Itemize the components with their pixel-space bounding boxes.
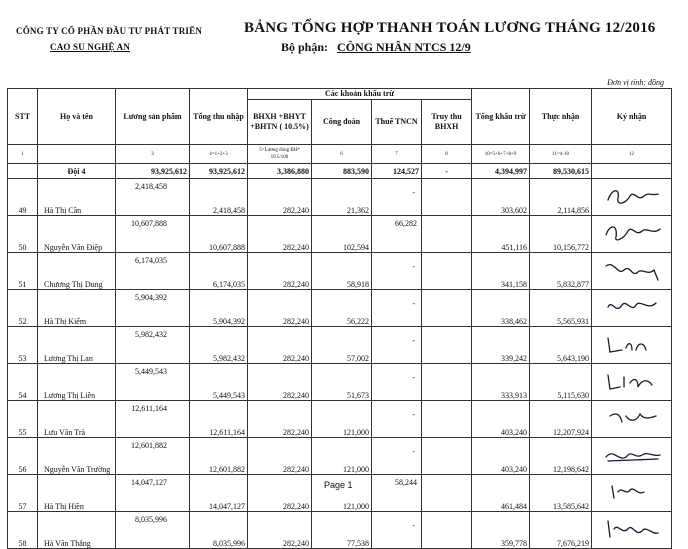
signature-cell [592,438,672,475]
tong-thu-nhap-cell: 12,611,164 [190,401,248,438]
signature-cell [592,253,672,290]
luong-san-pham-value: 5,904,392 [135,293,167,302]
handwritten-signature [602,330,662,358]
idx-cell: 5=Lương đóng BH* 10.5/100 [248,145,312,164]
team-total-row [8,164,672,179]
col-tong-thu-nhap: Tổng thu nhập [190,89,248,145]
tong-khau-tru-cell: 403,240 [472,438,530,475]
handwritten-signature [602,515,662,543]
luong-san-pham-value: 5,982,432 [135,330,167,339]
luong-san-pham-cell [116,401,190,438]
bhxh-cell: 282,240 [248,364,312,401]
thuc-nhan-cell: 7,676,219 [530,512,592,549]
handwritten-signature [602,478,662,506]
department-line [281,40,471,55]
stt-cell: 53 [8,327,38,364]
bhxh-cell: 282,240 [248,475,312,512]
stt-cell: 50 [8,216,38,253]
truy-thu-cell [422,327,472,364]
employee-row [8,364,672,401]
tong-khau-tru-cell: 339,242 [472,327,530,364]
idx-cell: 6 [312,145,372,164]
team-thuc-nhan: 89,530,615 [530,164,592,179]
name-cell: Hà Thị Cần [38,179,116,216]
tong-thu-nhap-cell: 2,418,458 [190,179,248,216]
thue-cell [372,179,422,216]
col-thue-tncn: Thuế TNCN [372,100,422,145]
luong-san-pham-value: 12,611,164 [131,404,167,413]
bhxh-cell: 282,240 [248,216,312,253]
employee-row [8,290,672,327]
idx-cell: 4=1+2+3 [190,145,248,164]
tong-thu-nhap-cell: 5,982,432 [190,327,248,364]
tong-thu-nhap-cell: 8,035,996 [190,512,248,549]
idx-cell: 11=4-10 [530,145,592,164]
luong-san-pham-cell [116,512,190,549]
luong-san-pham-value: 6,174,035 [135,256,167,265]
employee-row [8,216,672,253]
page-number: Page 1 [324,480,353,490]
name-cell: Hà Thị Kiểm [38,290,116,327]
cong-doan-cell: 121,000 [312,438,372,475]
luong-san-pham-cell [116,438,190,475]
employee-row [8,327,672,364]
handwritten-signature [602,182,662,210]
luong-san-pham-value: 10,607,888 [131,219,167,228]
thue-dash: - [412,336,415,345]
cong-doan-cell: 121,000 [312,475,372,512]
signature-cell [592,290,672,327]
document-title: BẢNG TỔNG HỢP THANH TOÁN LƯƠNG THÁNG 12/2016 [244,20,656,36]
col-stt: STT [8,89,38,145]
thue-dash: - [412,410,415,419]
cong-doan-cell: 77,538 [312,512,372,549]
tong-thu-nhap-cell: 5,449,543 [190,364,248,401]
thuc-nhan-cell: 5,643,190 [530,327,592,364]
signature-cell [592,475,672,512]
luong-san-pham-cell [116,364,190,401]
tong-thu-nhap-cell: 14,047,127 [190,475,248,512]
team-stt [8,164,38,179]
truy-thu-cell [422,216,472,253]
truy-thu-cell [422,512,472,549]
truy-thu-cell [422,475,472,512]
cong-doan-cell: 57,002 [312,327,372,364]
thue-cell [372,327,422,364]
tong-thu-nhap-cell: 6,174,035 [190,253,248,290]
idx-cell: 8 [422,145,472,164]
thue-value: 66,282 [395,219,417,228]
thue-cell [372,438,422,475]
luong-san-pham-cell [116,327,190,364]
cong-doan-cell: 121,000 [312,401,372,438]
handwritten-signature [602,441,662,469]
name-cell: Lương Thị Lan [38,327,116,364]
luong-san-pham-value: 5,449,543 [135,367,167,376]
truy-thu-cell [422,401,472,438]
tong-khau-tru-cell: 303,602 [472,179,530,216]
thuc-nhan-cell: 2,114,856 [530,179,592,216]
idx-cell: 10=5+6+7+8+9 [472,145,530,164]
thue-dash: - [412,521,415,530]
thue-cell [372,512,422,549]
bhxh-cell: 282,240 [248,290,312,327]
company-line-1: CÔNG TY CỔ PHẦN ĐẦU TƯ PHÁT TRIỂN [16,26,203,36]
handwritten-signature [602,367,662,395]
team-bhxh: 3,386,880 [248,164,312,179]
handwritten-signature [602,256,662,284]
tong-khau-tru-cell: 338,462 [472,290,530,327]
company-line-2: CAO SU NGHỆ AN [50,42,131,52]
team-tong-thu-nhap: 93,925,612 [190,164,248,179]
thue-dash: - [412,299,415,308]
idx-cell: 7 [372,145,422,164]
cong-doan-cell: 102,594 [312,216,372,253]
col-khau-tru-group: Các khoản khấu trừ [248,89,472,100]
col-luong-san-pham: Lương sản phẩm [116,89,190,145]
col-name: Họ và tên [38,89,116,145]
col-truy-thu: Truy thu BHXH [422,100,472,145]
luong-san-pham-cell [116,290,190,327]
stt-cell: 52 [8,290,38,327]
tong-khau-tru-cell: 359,778 [472,512,530,549]
luong-san-pham-value: 12,601,882 [131,441,167,450]
team-ky-nhan [592,164,672,179]
tong-khau-tru-cell: 461,484 [472,475,530,512]
employee-row [8,179,672,216]
signature-cell [592,179,672,216]
employee-row [8,401,672,438]
cong-doan-cell: 56,222 [312,290,372,327]
signature-cell [592,216,672,253]
team-name: Đội 4 [38,164,116,179]
luong-san-pham-cell [116,475,190,512]
col-thuc-nhan: Thực nhận [530,89,592,145]
stt-cell: 57 [8,475,38,512]
signature-cell [592,327,672,364]
name-cell: Lưu Văn Trà [38,401,116,438]
idx-cell: 12 [592,145,672,164]
team-truy-thu: - [422,164,472,179]
handwritten-signature [602,219,662,247]
thuc-nhan-cell: 5,115,630 [530,364,592,401]
bhxh-cell: 282,240 [248,253,312,290]
stt-cell: 51 [8,253,38,290]
col-cong-doan: Công đoàn [312,100,372,145]
formula-row [8,145,672,164]
tong-thu-nhap-cell: 10,607,888 [190,216,248,253]
team-tong-khau-tru: 4,394,997 [472,164,530,179]
name-cell: Nguyễn Văn Điệp [38,216,116,253]
header-row [8,89,672,100]
name-cell: Chương Thị Dung [38,253,116,290]
thuc-nhan-cell: 5,565,931 [530,290,592,327]
thue-dash: - [412,188,415,197]
thue-dash: - [412,373,415,382]
col-tong-khau-tru: Tổng khấu trừ [472,89,530,145]
luong-san-pham-value: 14,047,127 [131,478,167,487]
name-cell: Hà Văn Thắng [38,512,116,549]
stt-cell: 49 [8,179,38,216]
thue-cell [372,475,422,512]
handwritten-signature [602,404,662,432]
handwritten-signature [602,293,662,321]
signature-cell [592,512,672,549]
truy-thu-cell [422,179,472,216]
employee-row [8,512,672,549]
department-value: CÔNG NHÂN NTCS 12/9 [337,40,471,54]
truy-thu-cell [422,364,472,401]
name-cell: Lương Thị Liên [38,364,116,401]
luong-san-pham-cell [116,179,190,216]
thue-cell [372,401,422,438]
thue-cell [372,216,422,253]
team-luong: 93,925,612 [116,164,190,179]
cong-doan-cell: 58,918 [312,253,372,290]
col-ky-nhan: Ký nhận [592,89,672,145]
company-name [16,26,202,52]
tong-thu-nhap-cell: 5,904,392 [190,290,248,327]
thue-cell [372,253,422,290]
name-cell: Hà Thị Hiền [38,475,116,512]
bhxh-cell: 282,240 [248,327,312,364]
luong-san-pham-value: 2,418,458 [135,182,167,191]
employee-row [8,438,672,475]
luong-san-pham-value: 8,035,996 [135,515,167,524]
thuc-nhan-cell: 10,156,772 [530,216,592,253]
thue-cell [372,364,422,401]
stt-cell: 56 [8,438,38,475]
col-bhxh: BHXH +BHYT +BHTN ( 10.5%) [248,100,312,145]
truy-thu-cell [422,253,472,290]
thuc-nhan-cell: 12,207,924 [530,401,592,438]
department-label: Bộ phận: [281,40,329,54]
truy-thu-cell [422,290,472,327]
bhxh-cell: 282,240 [248,512,312,549]
bhxh-cell: 282,240 [248,438,312,475]
signature-cell [592,364,672,401]
tong-khau-tru-cell: 403,240 [472,401,530,438]
idx-cell [38,145,116,164]
tong-khau-tru-cell: 451,116 [472,216,530,253]
stt-cell: 58 [8,512,38,549]
cong-doan-cell: 21,362 [312,179,372,216]
tong-thu-nhap-cell: 12,601,882 [190,438,248,475]
bhxh-cell: 282,240 [248,179,312,216]
cong-doan-cell: 51,673 [312,364,372,401]
thuc-nhan-cell: 5,832,877 [530,253,592,290]
luong-san-pham-cell [116,253,190,290]
signature-cell [592,401,672,438]
tong-khau-tru-cell: 333,913 [472,364,530,401]
truy-thu-cell [422,438,472,475]
idx-cell: 1 [8,145,38,164]
thue-cell [372,290,422,327]
team-cong-doan: 883,590 [312,164,372,179]
thuc-nhan-cell: 13,585,642 [530,475,592,512]
luong-san-pham-cell [116,216,190,253]
idx-cell: 3 [116,145,190,164]
thue-value: 58,244 [395,478,417,487]
thue-dash: - [412,262,415,271]
bhxh-cell: 282,240 [248,401,312,438]
team-thue: 124,527 [372,164,422,179]
thue-dash: - [412,447,415,456]
employee-row [8,253,672,290]
tong-khau-tru-cell: 341,158 [472,253,530,290]
currency-unit-note: Đơn vị tính: đồng [607,78,664,87]
stt-cell: 54 [8,364,38,401]
thuc-nhan-cell: 12,198,642 [530,438,592,475]
stt-cell: 55 [8,401,38,438]
name-cell: Nguyễn Văn Trường [38,438,116,475]
